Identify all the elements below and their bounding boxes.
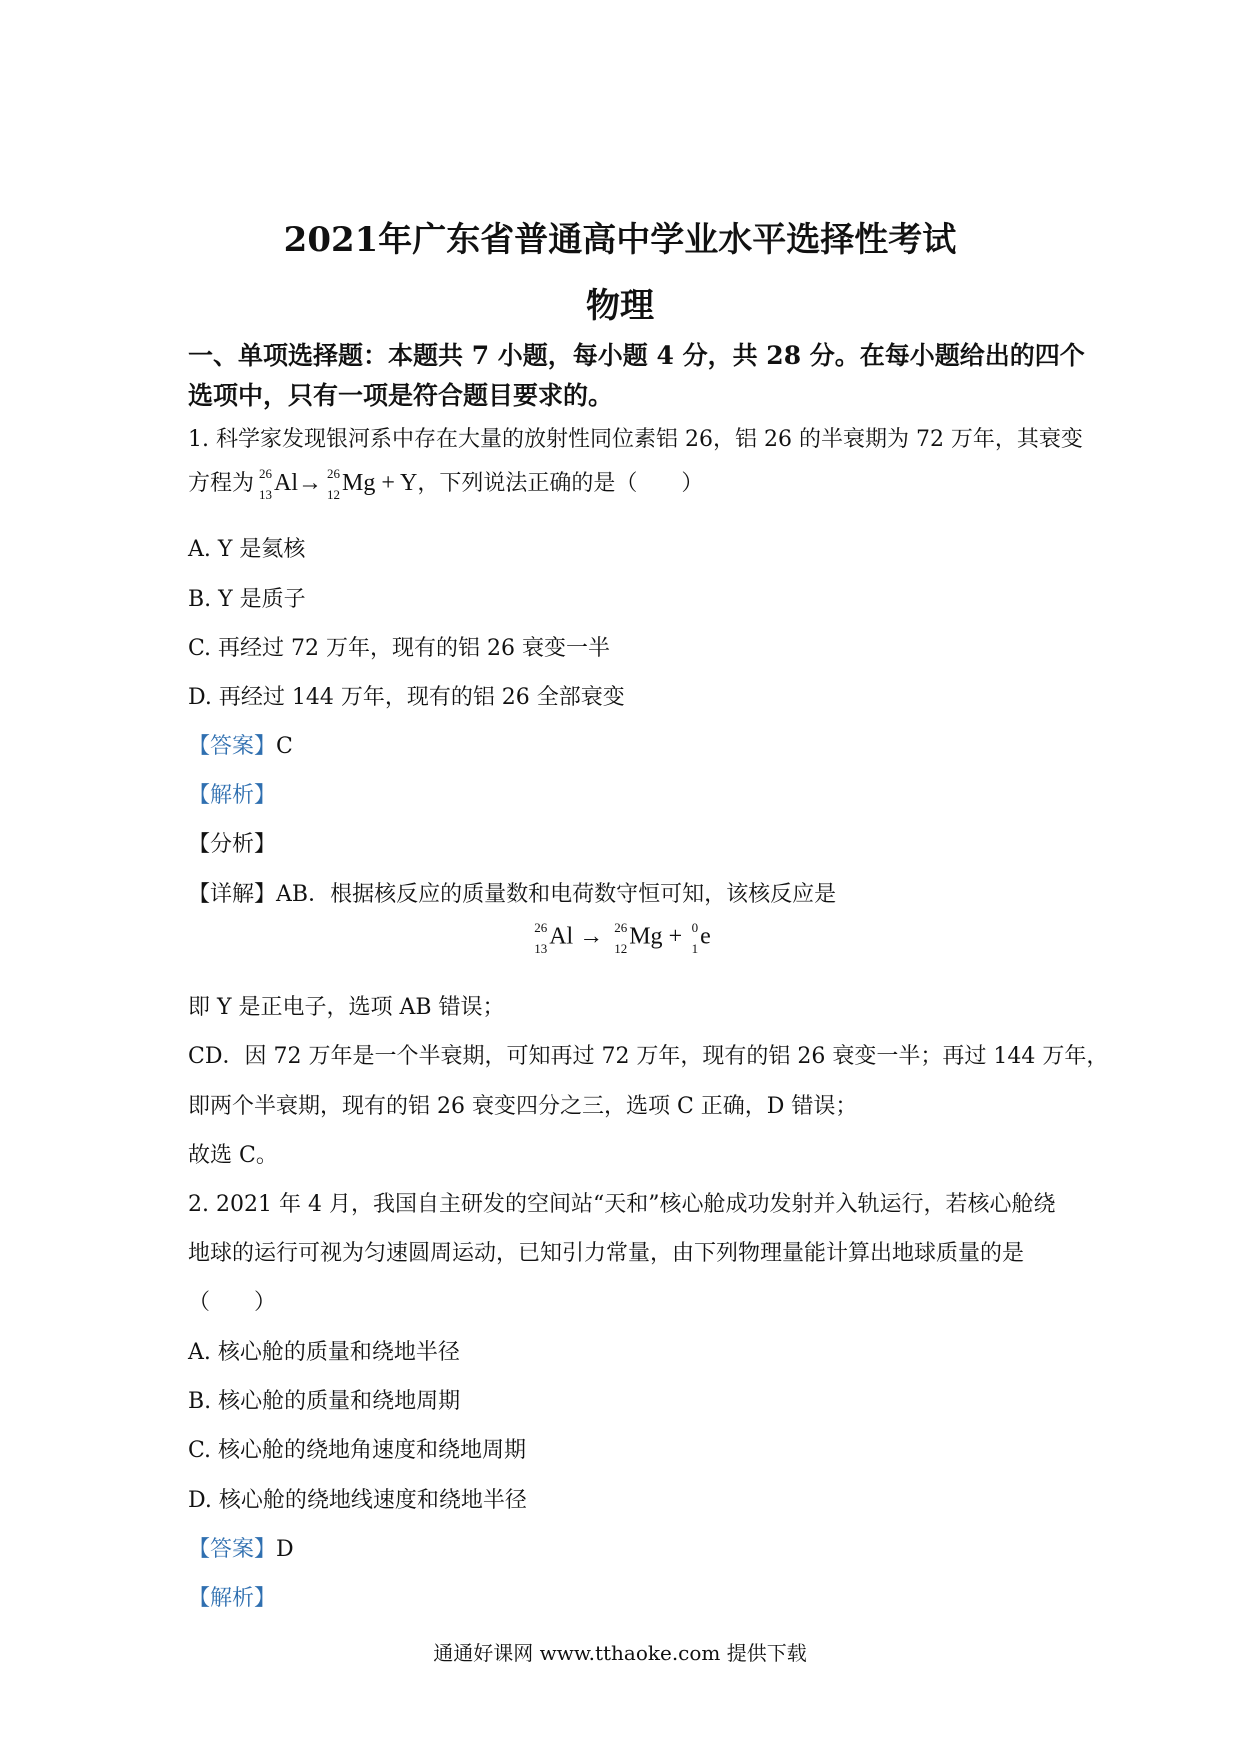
q2-analysis-label: 【解析】 xyxy=(188,1586,277,1611)
section-heading-line1: 一、单项选择题：本题共 7 小题，每小题 4 分，共 28 分。在每小题给出的四个 xyxy=(188,341,1085,370)
answer-label: 【答案】 xyxy=(188,734,277,759)
q1-option-d: D. 再经过 144 万年，现有的铝 26 全部衰变 xyxy=(188,685,625,710)
q1-stem-suffix: ，下列说法正确的是（ ） xyxy=(417,471,704,496)
q1-option-a: A. Y 是氦核 xyxy=(188,537,306,562)
q2-option-a: A. 核心舱的质量和绕地半径 xyxy=(188,1340,460,1365)
answer-value: D xyxy=(276,1537,294,1562)
q1-option-c: C. 再经过 72 万年，现有的铝 26 衰变一半 xyxy=(188,636,610,661)
q2-option-d: D. 核心舱的绕地线速度和绕地半径 xyxy=(188,1488,527,1513)
subject-title: 物理 xyxy=(586,286,654,326)
answer-label: 【答案】 xyxy=(188,1537,277,1562)
q1-explanation-line3: 即两个半衰期，现有的铝 26 衰变四分之三，选项 C 正确，D 错误； xyxy=(188,1094,858,1119)
q2-option-b: B. 核心舱的质量和绕地周期 xyxy=(188,1389,461,1414)
mg-isotope-notation: 26 12 xyxy=(327,466,341,503)
q2-stem-line3: （ ） xyxy=(188,1290,277,1315)
q1-conclusion: 故选 C。 xyxy=(188,1143,278,1168)
q1-stem-prefix: 方程为 xyxy=(188,471,255,496)
q1-answer xyxy=(188,729,293,760)
q1-detail xyxy=(188,877,836,908)
q1-stem-line1: 1. 科学家发现银河系中存在大量的放射性同位素铝 26，铝 26 的半衰期为 72 万年，其衰变 xyxy=(188,427,1083,452)
q2-stem-line1: 2. 2021 年 4 月，我国自主研发的空间站“天和”核心舱成功发射并入轨运行，若核心舱绕 xyxy=(188,1192,1056,1217)
q1-explanation-line2: CD．因 72 万年是一个半衰期，可知再过 72 万年，现有的铝 26 衰变一半；再过 144 万年， xyxy=(188,1044,1109,1069)
q1-fenxi-label: 【分析】 xyxy=(188,832,277,857)
answer-value: C xyxy=(276,734,293,759)
section-heading-line2: 选项中，只有一项是符合题目要求的。 xyxy=(188,381,614,410)
q2-option-c: C. 核心舱的绕地角速度和绕地周期 xyxy=(188,1438,527,1463)
detail-label: 【详解】 xyxy=(188,882,277,907)
q2-stem-line2: 地球的运行可视为匀速圆周运动，已知引力常量，由下列物理量能计算出地球质量的是 xyxy=(188,1241,1025,1266)
q1-explanation-line1: 即 Y 是正电子，选项 AB 错误； xyxy=(188,995,505,1020)
q1-stem-line2 xyxy=(188,466,703,502)
detail-text: AB．根据核反应的质量数和电荷数守恒可知，该核反应是 xyxy=(276,882,837,907)
q1-option-b: B. Y 是质子 xyxy=(188,587,306,612)
q1-centered-equation: 26 13 Al → 26 12 Mg + 0 1 e xyxy=(534,920,711,956)
q1-decay-equation: 26 13 Al→ 26 12 Mg + Y xyxy=(254,470,417,496)
page-footer: 通通好课网 www.tthaoke.com 提供下载 xyxy=(433,1641,807,1665)
exam-title: 2021年广东省普通高中学业水平选择性考试 xyxy=(283,220,957,260)
q1-analysis-label: 【解析】 xyxy=(188,783,277,808)
al-isotope-notation: 26 13 xyxy=(259,466,273,503)
q2-answer xyxy=(188,1532,294,1563)
